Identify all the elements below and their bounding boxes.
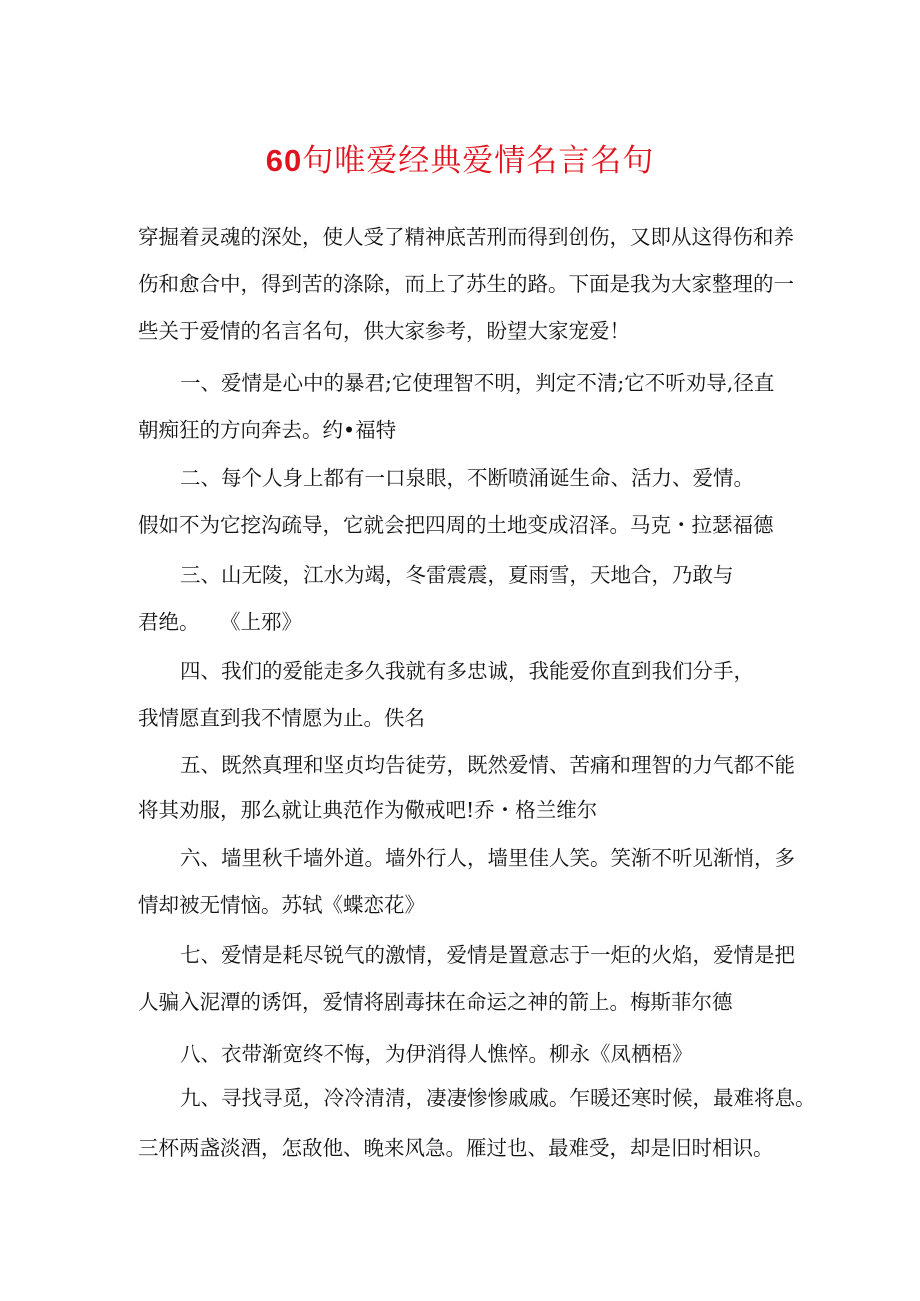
quote-line: 人骗入泥潭的诱饵，爱情将剧毒抹在命运之神的箭上。梅斯菲尔德 xyxy=(138,990,733,1014)
quote-line: 八、衣带渐宽终不悔，为伊消得人憔悴。柳永《凤栖梧》 xyxy=(180,1042,693,1066)
quote-line: 一、爱情是心中的暴君;它使理智不明，判定不清;它不听劝导,径直 xyxy=(180,371,775,395)
title-number: 60 xyxy=(265,143,303,178)
document-title xyxy=(0,138,920,184)
title-text: 句唯爱经典爱情名言名句 xyxy=(302,143,655,179)
quote-line: 九、寻找寻觅，冷冷清清，凄凄惨惨戚戚。乍暖还寒时候，最难将息。 xyxy=(180,1086,816,1110)
intro-line: 些关于爱情的名言名句，供大家参考，盼望大家宠爱！ xyxy=(138,319,630,343)
quote-line: 君绝。 《上邪》 xyxy=(138,610,302,634)
intro-line: 穿掘着灵魂的深处，使人受了精神底苦刑而得到创伤，又即从这得伤和养 xyxy=(138,225,794,249)
quote-line: 四、我们的爱能走多久我就有多忠诚，我能爱你直到我们分手， xyxy=(180,659,754,683)
intro-line: 伤和愈合中，得到苦的涤除，而上了苏生的路。下面是我为大家整理的一 xyxy=(138,272,794,296)
quote-line: 七、爱情是耗尽锐气的激情，爱情是置意志于一炬的火焰，爱情是把 xyxy=(180,943,795,967)
quote-line: 情却被无情恼。苏轼《蝶恋花》 xyxy=(138,893,425,917)
quote-line: 假如不为它挖沟疏导，它就会把四周的土地变成沼泽。马克・拉瑟福德 xyxy=(138,513,774,537)
quote-line: 五、既然真理和坚贞均告徒劳，既然爱情、苦痛和理智的力气都不能 xyxy=(180,753,795,777)
quote-line: 三杯两盏淡酒，怎敌他、晚来风急。雁过也、最难受，却是旧时相识。 xyxy=(138,1136,774,1160)
quote-line: 我情愿直到我不情愿为止。佚名 xyxy=(138,706,425,730)
quote-line: 三、山无陵，江水为竭，冬雷震震，夏雨雪，天地合，乃敢与 xyxy=(180,563,734,587)
quote-line: 将其劝服，那么就让典范作为儆戒吧!乔・格兰维尔 xyxy=(138,798,598,822)
quote-line: 六、墙里秋千墙外道。墙外行人，墙里佳人笑。笑渐不听见渐悄，多 xyxy=(180,846,795,870)
quote-line: 二、每个人身上都有一口泉眼，不断喷涌诞生命、活力、爱情。 xyxy=(180,466,754,490)
quote-line: 朝痴狂的方向奔去。约•福特 xyxy=(138,418,397,442)
